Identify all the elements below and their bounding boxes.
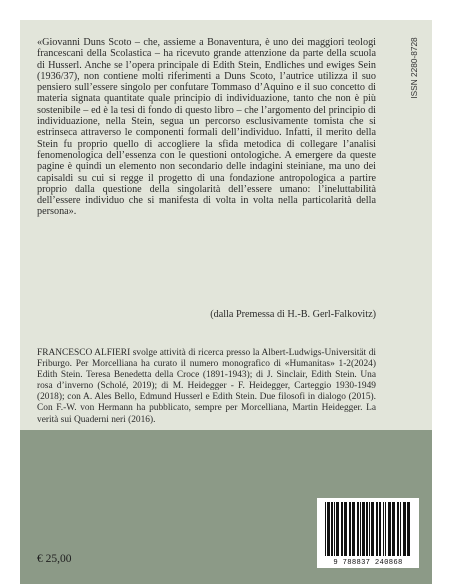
blurb-section [37,37,376,218]
barcode-bar [379,502,381,556]
barcode-bar [349,502,351,556]
barcode-bars [323,502,413,558]
barcode-bar [383,502,384,556]
price-label: € 25,00 [37,553,72,565]
barcode-bar [397,502,399,556]
barcode-bar [336,502,339,556]
barcode-bar [341,502,343,556]
barcode-bar [360,502,361,556]
barcode-bar [403,502,406,556]
issn-label [407,28,421,108]
barcode-bar [400,502,401,556]
barcode-bar [327,502,330,556]
barcode-bar [388,502,391,556]
barcode-bar [344,502,347,556]
barcode-bar [407,502,410,556]
barcode-bar [369,502,370,556]
barcode-bar [392,502,395,556]
barcode-bar [352,502,355,556]
barcode-bar [371,502,374,556]
barcode-bar [362,502,365,556]
barcode-bar [385,502,386,556]
author-bio [37,348,376,426]
barcode-bar [376,502,378,556]
barcode-bar [331,502,333,556]
blurb-paragraph: «Giovanni Duns Scoto – che, assieme a Bonaventura, è uno dei maggiori teologi francescani della Scolastica – ha ricevuto grande attenzione da parte della scuola di Husserl. Anche se l’opera principale di Edith Stein, Endliches und ewiges Sein (1936/37), non contiene molti riferimenti a Duns Scoto, l’autrice utilizza il suo pensiero sull’essere singolo per confutare Tommaso d’Aquino e il suo concetto di materia signata quantitate quale principio di individuazione, tanto che non è più sostenibile – ed è la tesi di fondo di questo libro – che l’argomento del principio di individuazione, nella Stein, segua un percorso esclusivamente tomista che si estrinseca attraverso le componenti formali dell’individuo. Infatti, il merito della Stein fu proprio quello di accogliere la sfida metodica di collegare l’analisi fenomenologica dell’essenza con le questioni ontologiche. A emergere da queste pagine è quindi un elemento non secondario delle indagini steiniane, ma uno dei capisaldi su cui si regge il progetto di una fondazione antropologica a partire proprio dalla questione della singolarità dell’essere umano: l’ineluttabilità dell’essere individuo che si manifesta di volta in volta nella particolarità della persona». [37,37,376,218]
author-bio-text: FRANCESCO ALFIERI svolge attività di ricerca presso la Albert-Ludwigs-Universität di Friburgo. Per Morcelliana ha curato il numero monografico di «Humanitas» 1-2(2024) Edith Stein. Teresa Benedetta della Croce (1891-1943); di J. Sinclair, Edith Stein. Una rosa d’inverno (Scholé, 2019); di M. Heidegger - F. Heidegger, Carteggio 1930-1949 (2018); con A. Ales Bello, Edmund Husserl e Edith Stein. Due filosofi in dialogo (2015). Con F.-W. von Hermann ha pubblicato, sempre per Morcelliana, Martin Heidegger. La verità sui Quaderni neri (2016). [37,348,376,425]
barcode-bar [357,502,359,556]
blurb-attribution: (dalla Premessa di H.-B. Gerl-Falkovitz) [210,309,376,320]
barcode-bar [325,502,326,556]
issn-text: ISSN 2280-8728 [409,37,419,99]
barcode-bar [334,502,335,556]
barcode-bar [366,502,368,556]
barcode [317,498,419,568]
barcode-number: 9 788837 240868 [333,559,403,567]
